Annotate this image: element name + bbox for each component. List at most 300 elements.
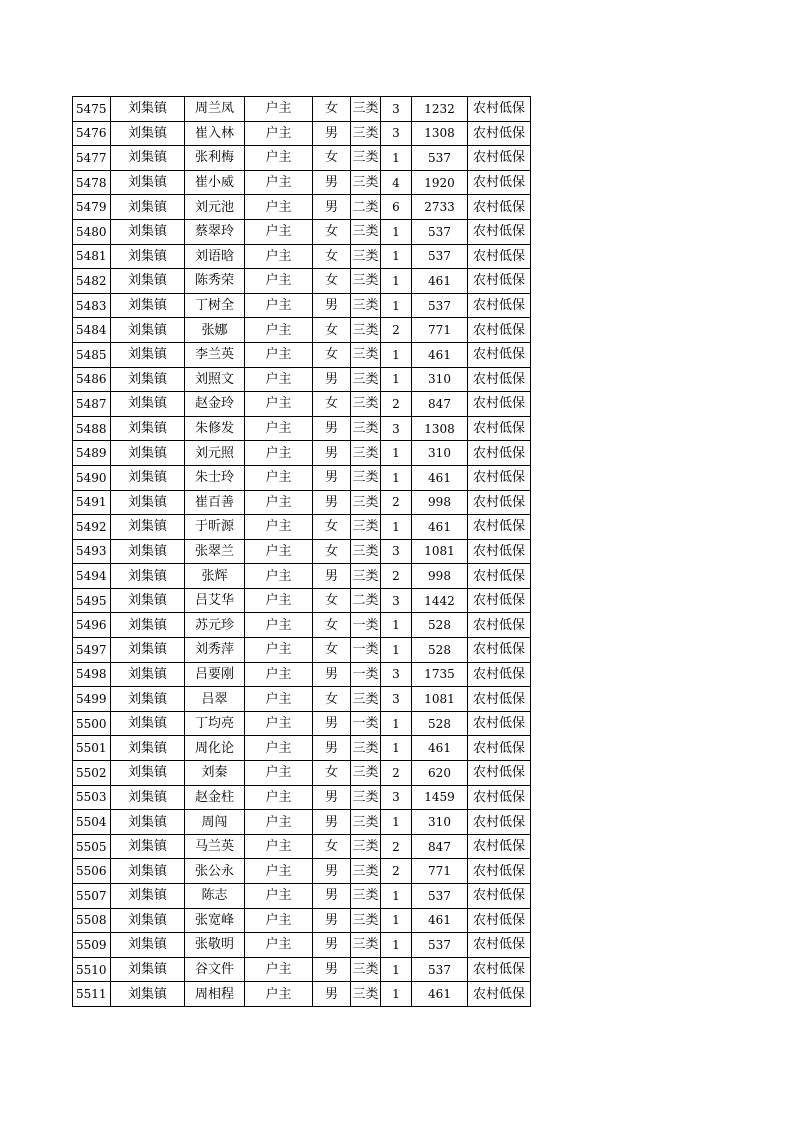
- cell-relation: 户主: [245, 884, 313, 909]
- cell-assistance-type: 农村低保: [468, 342, 531, 367]
- cell-amount: 537: [412, 146, 468, 171]
- table-row: [73, 195, 531, 220]
- cell-amount: 1081: [412, 539, 468, 564]
- cell-name: 张公永: [185, 859, 245, 884]
- cell-town: 刘集镇: [111, 416, 185, 441]
- cell-name: 张宽峰: [185, 908, 245, 933]
- cell-household-size: 3: [381, 662, 412, 687]
- cell-serial-number: 5485: [73, 342, 111, 367]
- cell-relation: 户主: [245, 318, 313, 343]
- cell-household-size: 1: [381, 367, 412, 392]
- cell-amount: 771: [412, 318, 468, 343]
- cell-household-size: 1: [381, 244, 412, 269]
- cell-amount: 461: [412, 908, 468, 933]
- cell-assistance-type: 农村低保: [468, 146, 531, 171]
- table-row: [73, 662, 531, 687]
- table-row: [73, 392, 531, 417]
- cell-amount: 771: [412, 859, 468, 884]
- cell-category: 一类: [351, 711, 381, 736]
- cell-relation: 户主: [245, 490, 313, 515]
- cell-name: 张娜: [185, 318, 245, 343]
- cell-category: 三类: [351, 490, 381, 515]
- cell-category: 三类: [351, 859, 381, 884]
- cell-relation: 户主: [245, 219, 313, 244]
- cell-name: 马兰英: [185, 834, 245, 859]
- cell-assistance-type: 农村低保: [468, 490, 531, 515]
- cell-assistance-type: 农村低保: [468, 662, 531, 687]
- cell-serial-number: 5484: [73, 318, 111, 343]
- cell-town: 刘集镇: [111, 957, 185, 982]
- cell-serial-number: 5477: [73, 146, 111, 171]
- cell-relation: 户主: [245, 564, 313, 589]
- cell-gender: 女: [313, 244, 351, 269]
- cell-household-size: 1: [381, 219, 412, 244]
- cell-amount: 461: [412, 982, 468, 1007]
- roster-table: [72, 96, 531, 1007]
- cell-assistance-type: 农村低保: [468, 465, 531, 490]
- cell-relation: 户主: [245, 244, 313, 269]
- cell-category: 一类: [351, 613, 381, 638]
- cell-assistance-type: 农村低保: [468, 219, 531, 244]
- cell-town: 刘集镇: [111, 785, 185, 810]
- cell-amount: 1308: [412, 121, 468, 146]
- table-row: [73, 588, 531, 613]
- cell-name: 刘秀萍: [185, 638, 245, 663]
- table-row: [73, 884, 531, 909]
- cell-household-size: 1: [381, 293, 412, 318]
- table-row: [73, 416, 531, 441]
- cell-amount: 1308: [412, 416, 468, 441]
- cell-serial-number: 5511: [73, 982, 111, 1007]
- cell-serial-number: 5497: [73, 638, 111, 663]
- cell-amount: 998: [412, 490, 468, 515]
- cell-gender: 男: [313, 884, 351, 909]
- cell-name: 丁树全: [185, 293, 245, 318]
- cell-serial-number: 5486: [73, 367, 111, 392]
- cell-town: 刘集镇: [111, 711, 185, 736]
- cell-household-size: 1: [381, 884, 412, 909]
- table-row: [73, 711, 531, 736]
- cell-name: 吕要刚: [185, 662, 245, 687]
- cell-assistance-type: 农村低保: [468, 638, 531, 663]
- cell-household-size: 1: [381, 982, 412, 1007]
- cell-relation: 户主: [245, 687, 313, 712]
- cell-amount: 847: [412, 834, 468, 859]
- cell-town: 刘集镇: [111, 515, 185, 540]
- cell-serial-number: 5499: [73, 687, 111, 712]
- cell-town: 刘集镇: [111, 761, 185, 786]
- cell-town: 刘集镇: [111, 662, 185, 687]
- cell-household-size: 2: [381, 490, 412, 515]
- cell-serial-number: 5478: [73, 170, 111, 195]
- cell-serial-number: 5481: [73, 244, 111, 269]
- cell-name: 赵金柱: [185, 785, 245, 810]
- cell-serial-number: 5502: [73, 761, 111, 786]
- cell-gender: 女: [313, 269, 351, 294]
- table-row: [73, 859, 531, 884]
- cell-gender: 女: [313, 638, 351, 663]
- cell-amount: 528: [412, 711, 468, 736]
- cell-serial-number: 5491: [73, 490, 111, 515]
- table-row: [73, 318, 531, 343]
- table-row: [73, 269, 531, 294]
- cell-serial-number: 5509: [73, 933, 111, 958]
- table-row: [73, 638, 531, 663]
- cell-relation: 户主: [245, 638, 313, 663]
- cell-category: 三类: [351, 539, 381, 564]
- cell-town: 刘集镇: [111, 638, 185, 663]
- cell-household-size: 2: [381, 318, 412, 343]
- cell-assistance-type: 农村低保: [468, 785, 531, 810]
- cell-assistance-type: 农村低保: [468, 244, 531, 269]
- cell-assistance-type: 农村低保: [468, 859, 531, 884]
- cell-household-size: 3: [381, 416, 412, 441]
- cell-amount: 1920: [412, 170, 468, 195]
- cell-serial-number: 5483: [73, 293, 111, 318]
- cell-household-size: 3: [381, 588, 412, 613]
- table-row: [73, 785, 531, 810]
- cell-town: 刘集镇: [111, 859, 185, 884]
- cell-town: 刘集镇: [111, 269, 185, 294]
- cell-relation: 户主: [245, 613, 313, 638]
- cell-category: 三类: [351, 146, 381, 171]
- cell-assistance-type: 农村低保: [468, 761, 531, 786]
- cell-relation: 户主: [245, 293, 313, 318]
- cell-category: 三类: [351, 441, 381, 466]
- cell-serial-number: 5504: [73, 810, 111, 835]
- cell-assistance-type: 农村低保: [468, 957, 531, 982]
- cell-amount: 1081: [412, 687, 468, 712]
- cell-gender: 男: [313, 908, 351, 933]
- cell-serial-number: 5482: [73, 269, 111, 294]
- cell-category: 三类: [351, 982, 381, 1007]
- cell-name: 谷文件: [185, 957, 245, 982]
- cell-relation: 户主: [245, 170, 313, 195]
- cell-assistance-type: 农村低保: [468, 269, 531, 294]
- cell-town: 刘集镇: [111, 195, 185, 220]
- cell-town: 刘集镇: [111, 121, 185, 146]
- cell-gender: 女: [313, 588, 351, 613]
- cell-assistance-type: 农村低保: [468, 588, 531, 613]
- cell-gender: 女: [313, 97, 351, 122]
- cell-amount: 310: [412, 810, 468, 835]
- cell-gender: 男: [313, 195, 351, 220]
- cell-gender: 女: [313, 318, 351, 343]
- table-row: [73, 121, 531, 146]
- cell-serial-number: 5490: [73, 465, 111, 490]
- cell-category: 三类: [351, 957, 381, 982]
- cell-relation: 户主: [245, 908, 313, 933]
- cell-gender: 男: [313, 465, 351, 490]
- cell-amount: 537: [412, 884, 468, 909]
- cell-relation: 户主: [245, 195, 313, 220]
- cell-category: 三类: [351, 416, 381, 441]
- cell-gender: 男: [313, 711, 351, 736]
- cell-amount: 537: [412, 293, 468, 318]
- cell-town: 刘集镇: [111, 933, 185, 958]
- cell-relation: 户主: [245, 465, 313, 490]
- cell-category: 一类: [351, 662, 381, 687]
- cell-category: 二类: [351, 588, 381, 613]
- cell-relation: 户主: [245, 539, 313, 564]
- cell-relation: 户主: [245, 662, 313, 687]
- cell-category: 三类: [351, 933, 381, 958]
- cell-gender: 男: [313, 441, 351, 466]
- cell-town: 刘集镇: [111, 736, 185, 761]
- cell-amount: 537: [412, 244, 468, 269]
- cell-amount: 461: [412, 269, 468, 294]
- cell-gender: 女: [313, 342, 351, 367]
- cell-serial-number: 5506: [73, 859, 111, 884]
- cell-town: 刘集镇: [111, 982, 185, 1007]
- cell-amount: 620: [412, 761, 468, 786]
- cell-category: 三类: [351, 810, 381, 835]
- cell-name: 周闯: [185, 810, 245, 835]
- cell-town: 刘集镇: [111, 318, 185, 343]
- cell-town: 刘集镇: [111, 146, 185, 171]
- cell-name: 刘元照: [185, 441, 245, 466]
- table-row: [73, 687, 531, 712]
- cell-gender: 男: [313, 810, 351, 835]
- cell-category: 三类: [351, 465, 381, 490]
- cell-assistance-type: 农村低保: [468, 195, 531, 220]
- cell-household-size: 2: [381, 564, 412, 589]
- cell-name: 陈秀荣: [185, 269, 245, 294]
- cell-amount: 461: [412, 515, 468, 540]
- cell-household-size: 1: [381, 465, 412, 490]
- cell-town: 刘集镇: [111, 97, 185, 122]
- cell-category: 三类: [351, 318, 381, 343]
- cell-relation: 户主: [245, 785, 313, 810]
- cell-amount: 461: [412, 736, 468, 761]
- cell-serial-number: 5480: [73, 219, 111, 244]
- cell-assistance-type: 农村低保: [468, 97, 531, 122]
- cell-relation: 户主: [245, 121, 313, 146]
- cell-household-size: 1: [381, 933, 412, 958]
- cell-household-size: 2: [381, 761, 412, 786]
- cell-household-size: 1: [381, 908, 412, 933]
- cell-category: 三类: [351, 170, 381, 195]
- cell-serial-number: 5500: [73, 711, 111, 736]
- cell-category: 三类: [351, 884, 381, 909]
- cell-household-size: 1: [381, 269, 412, 294]
- cell-name: 崔小威: [185, 170, 245, 195]
- cell-serial-number: 5501: [73, 736, 111, 761]
- cell-gender: 男: [313, 933, 351, 958]
- table-row: [73, 761, 531, 786]
- cell-serial-number: 5489: [73, 441, 111, 466]
- cell-name: 于昕源: [185, 515, 245, 540]
- cell-town: 刘集镇: [111, 367, 185, 392]
- cell-gender: 女: [313, 219, 351, 244]
- cell-town: 刘集镇: [111, 834, 185, 859]
- table-row: [73, 367, 531, 392]
- cell-town: 刘集镇: [111, 490, 185, 515]
- cell-relation: 户主: [245, 97, 313, 122]
- cell-amount: 461: [412, 465, 468, 490]
- table-row: [73, 146, 531, 171]
- cell-name: 崔入林: [185, 121, 245, 146]
- cell-amount: 998: [412, 564, 468, 589]
- cell-assistance-type: 农村低保: [468, 933, 531, 958]
- cell-assistance-type: 农村低保: [468, 441, 531, 466]
- cell-serial-number: 5476: [73, 121, 111, 146]
- table-row: [73, 810, 531, 835]
- cell-relation: 户主: [245, 367, 313, 392]
- cell-name: 刘语晗: [185, 244, 245, 269]
- cell-town: 刘集镇: [111, 884, 185, 909]
- cell-amount: 1459: [412, 785, 468, 810]
- cell-assistance-type: 农村低保: [468, 564, 531, 589]
- cell-assistance-type: 农村低保: [468, 711, 531, 736]
- cell-gender: 男: [313, 785, 351, 810]
- cell-assistance-type: 农村低保: [468, 515, 531, 540]
- cell-gender: 男: [313, 121, 351, 146]
- cell-gender: 女: [313, 392, 351, 417]
- cell-gender: 男: [313, 293, 351, 318]
- cell-name: 刘秦: [185, 761, 245, 786]
- cell-town: 刘集镇: [111, 564, 185, 589]
- cell-gender: 男: [313, 416, 351, 441]
- cell-town: 刘集镇: [111, 687, 185, 712]
- cell-name: 吕艾华: [185, 588, 245, 613]
- cell-assistance-type: 农村低保: [468, 687, 531, 712]
- cell-relation: 户主: [245, 859, 313, 884]
- cell-name: 周相程: [185, 982, 245, 1007]
- cell-town: 刘集镇: [111, 465, 185, 490]
- cell-household-size: 2: [381, 834, 412, 859]
- table-row: [73, 170, 531, 195]
- table-row: [73, 465, 531, 490]
- table-row: [73, 515, 531, 540]
- cell-name: 崔百善: [185, 490, 245, 515]
- cell-category: 三类: [351, 564, 381, 589]
- cell-name: 吕翠: [185, 687, 245, 712]
- cell-town: 刘集镇: [111, 342, 185, 367]
- cell-gender: 男: [313, 662, 351, 687]
- cell-category: 三类: [351, 342, 381, 367]
- cell-name: 赵金玲: [185, 392, 245, 417]
- cell-town: 刘集镇: [111, 170, 185, 195]
- table-row: [73, 219, 531, 244]
- table-row: [73, 908, 531, 933]
- cell-household-size: 1: [381, 957, 412, 982]
- cell-name: 张敬明: [185, 933, 245, 958]
- cell-relation: 户主: [245, 761, 313, 786]
- cell-household-size: 1: [381, 515, 412, 540]
- cell-category: 三类: [351, 761, 381, 786]
- cell-household-size: 1: [381, 146, 412, 171]
- table-row: [73, 539, 531, 564]
- table-row: [73, 293, 531, 318]
- cell-name: 陈志: [185, 884, 245, 909]
- cell-town: 刘集镇: [111, 219, 185, 244]
- cell-gender: 男: [313, 982, 351, 1007]
- cell-assistance-type: 农村低保: [468, 736, 531, 761]
- cell-serial-number: 5494: [73, 564, 111, 589]
- cell-amount: 310: [412, 367, 468, 392]
- cell-amount: 310: [412, 441, 468, 466]
- cell-category: 三类: [351, 269, 381, 294]
- cell-category: 三类: [351, 736, 381, 761]
- cell-serial-number: 5492: [73, 515, 111, 540]
- cell-town: 刘集镇: [111, 539, 185, 564]
- cell-serial-number: 5498: [73, 662, 111, 687]
- cell-serial-number: 5479: [73, 195, 111, 220]
- table-row: [73, 933, 531, 958]
- cell-assistance-type: 农村低保: [468, 834, 531, 859]
- cell-town: 刘集镇: [111, 441, 185, 466]
- cell-relation: 户主: [245, 392, 313, 417]
- cell-category: 三类: [351, 392, 381, 417]
- cell-category: 三类: [351, 121, 381, 146]
- cell-serial-number: 5507: [73, 884, 111, 909]
- cell-household-size: 1: [381, 638, 412, 663]
- table-row: [73, 834, 531, 859]
- cell-assistance-type: 农村低保: [468, 810, 531, 835]
- cell-relation: 户主: [245, 342, 313, 367]
- cell-amount: 1735: [412, 662, 468, 687]
- cell-household-size: 1: [381, 441, 412, 466]
- cell-household-size: 1: [381, 810, 412, 835]
- cell-assistance-type: 农村低保: [468, 539, 531, 564]
- cell-assistance-type: 农村低保: [468, 367, 531, 392]
- cell-category: 三类: [351, 687, 381, 712]
- cell-assistance-type: 农村低保: [468, 884, 531, 909]
- cell-household-size: 1: [381, 342, 412, 367]
- cell-category: 三类: [351, 834, 381, 859]
- table-row: [73, 982, 531, 1007]
- cell-gender: 男: [313, 490, 351, 515]
- cell-serial-number: 5503: [73, 785, 111, 810]
- cell-relation: 户主: [245, 441, 313, 466]
- table-row: [73, 97, 531, 122]
- cell-assistance-type: 农村低保: [468, 170, 531, 195]
- cell-category: 二类: [351, 195, 381, 220]
- cell-serial-number: 5475: [73, 97, 111, 122]
- cell-town: 刘集镇: [111, 613, 185, 638]
- cell-gender: 女: [313, 146, 351, 171]
- cell-relation: 户主: [245, 957, 313, 982]
- cell-name: 李兰英: [185, 342, 245, 367]
- table-row: [73, 490, 531, 515]
- table-row: [73, 957, 531, 982]
- cell-relation: 户主: [245, 146, 313, 171]
- cell-relation: 户主: [245, 834, 313, 859]
- cell-gender: 女: [313, 687, 351, 712]
- cell-household-size: 4: [381, 170, 412, 195]
- cell-relation: 户主: [245, 588, 313, 613]
- cell-household-size: 1: [381, 613, 412, 638]
- cell-category: 三类: [351, 908, 381, 933]
- cell-relation: 户主: [245, 711, 313, 736]
- cell-amount: 537: [412, 933, 468, 958]
- cell-assistance-type: 农村低保: [468, 613, 531, 638]
- cell-gender: 女: [313, 761, 351, 786]
- cell-name: 张利梅: [185, 146, 245, 171]
- cell-name: 苏元珍: [185, 613, 245, 638]
- cell-gender: 男: [313, 170, 351, 195]
- cell-gender: 男: [313, 367, 351, 392]
- cell-name: 刘元池: [185, 195, 245, 220]
- cell-category: 三类: [351, 367, 381, 392]
- cell-gender: 女: [313, 539, 351, 564]
- cell-amount: 1442: [412, 588, 468, 613]
- cell-town: 刘集镇: [111, 392, 185, 417]
- table-row: [73, 613, 531, 638]
- cell-assistance-type: 农村低保: [468, 982, 531, 1007]
- cell-household-size: 1: [381, 736, 412, 761]
